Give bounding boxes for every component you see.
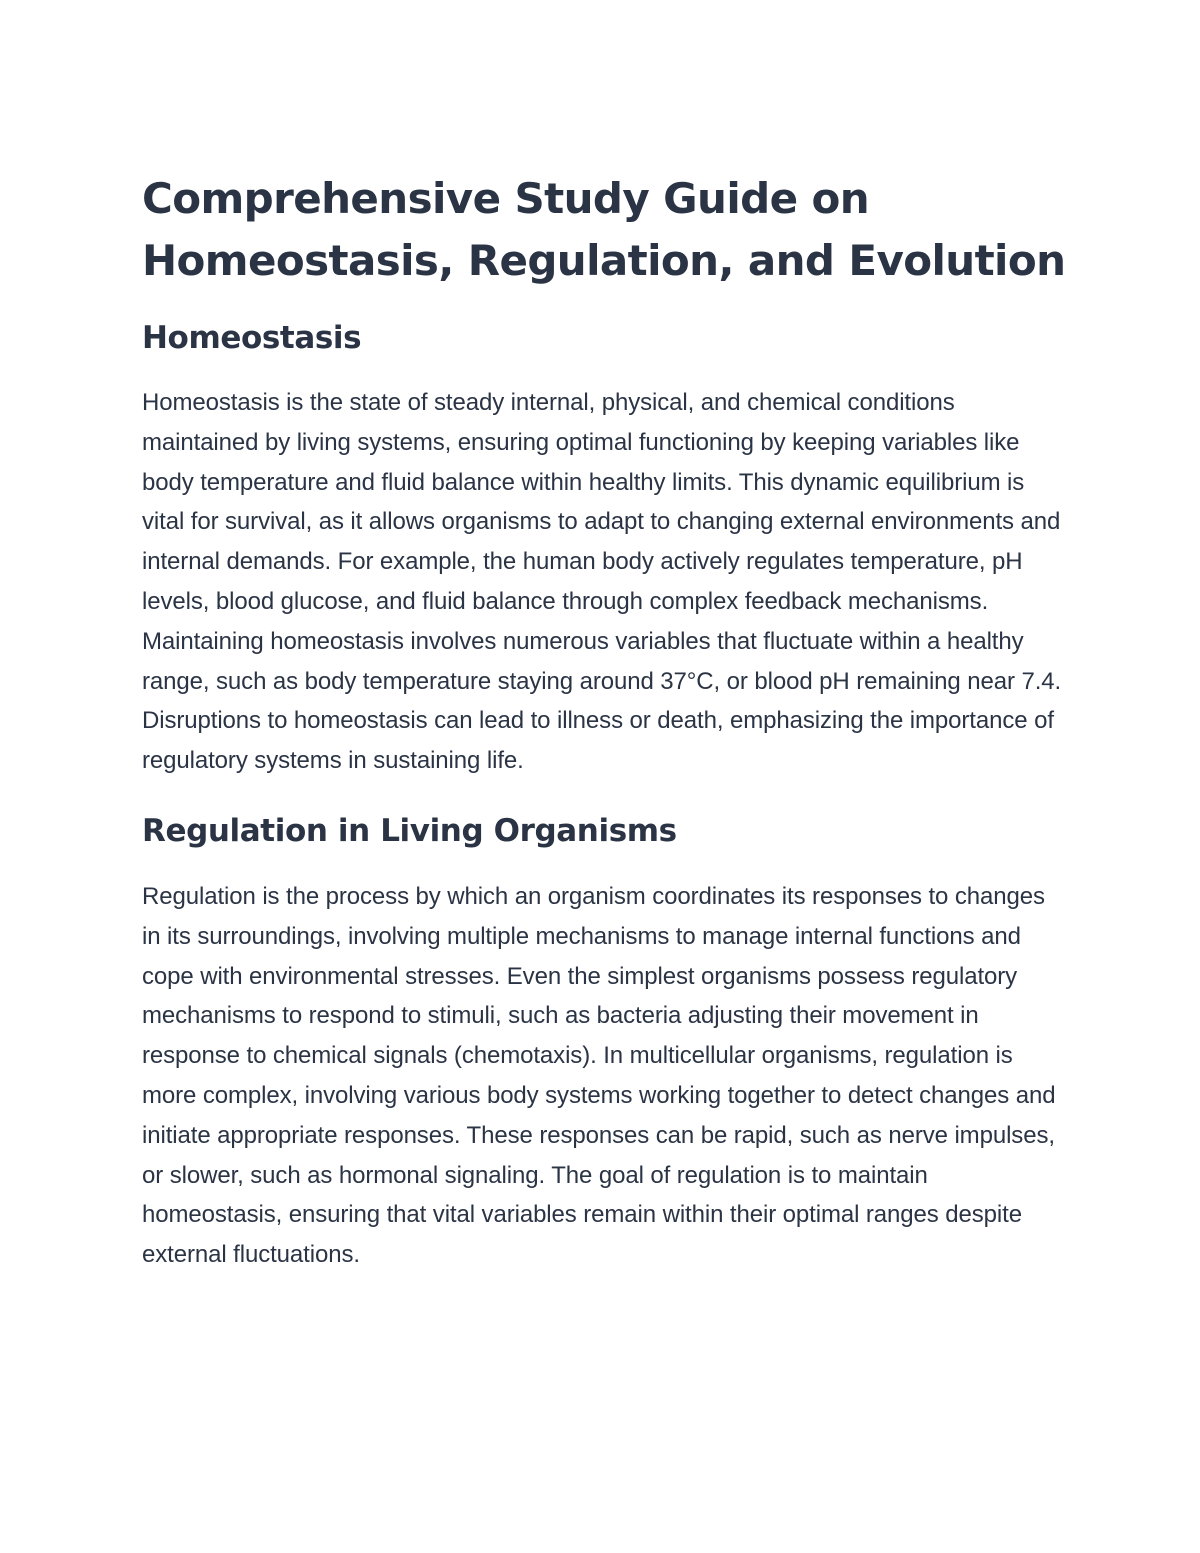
- document-title: [142, 168, 1067, 292]
- section-body-homeostasis: Homeostasis is the state of steady internal, physical, and chemical conditions maintained by living systems, ensuring optimal functioning by keeping variables like body temperature and fluid balance within healthy limits. This dynamic equilibrium is vital for survival, as it allows organisms to adapt to changing external environments and internal demands. For example, the human body actively regulates temperature, pH levels, blood glucose, and fluid balance through complex feedback mechanisms. Maintaining homeostasis involves numerous variables that fluctuate within a healthy range, such as body temperature staying around 37°C, or blood pH remaining near 7.4. Disruptions to homeostasis can lead to illness or death, emphasizing the importance of regulatory systems in sustaining life.: [142, 389, 1062, 775]
- section-body-regulation: Regulation is the process by which an organism coordinates its responses to changes in its surroundings, involving multiple mechanisms to manage internal functions and cope with environmental stresses. Even the simplest organisms possess regulatory mechanisms to respond to stimuli, such as bacteria adjusting their movement in response to chemical signals (chemotaxis). In multicellular organisms, regulation is more complex, involving various body systems working together to detect changes and initiate appropriate responses. These responses can be rapid, such as nerve impulses, or slower, such as hormonal signaling. The goal of regulation is to maintain homeostasis, ensuring that vital variables remain within their optimal ranges despite external fluctuations.: [142, 882, 1056, 1269]
- document-title-line-1: Comprehensive Study Guide on: [142, 174, 870, 223]
- section-heading-homeostasis: Homeostasis: [142, 320, 362, 356]
- document-title-line-2: Homeostasis, Regulation, and Evolution: [142, 236, 1066, 285]
- section-heading-regulation: Regulation in Living Organisms: [142, 812, 677, 849]
- document-content: [142, 168, 1067, 1275]
